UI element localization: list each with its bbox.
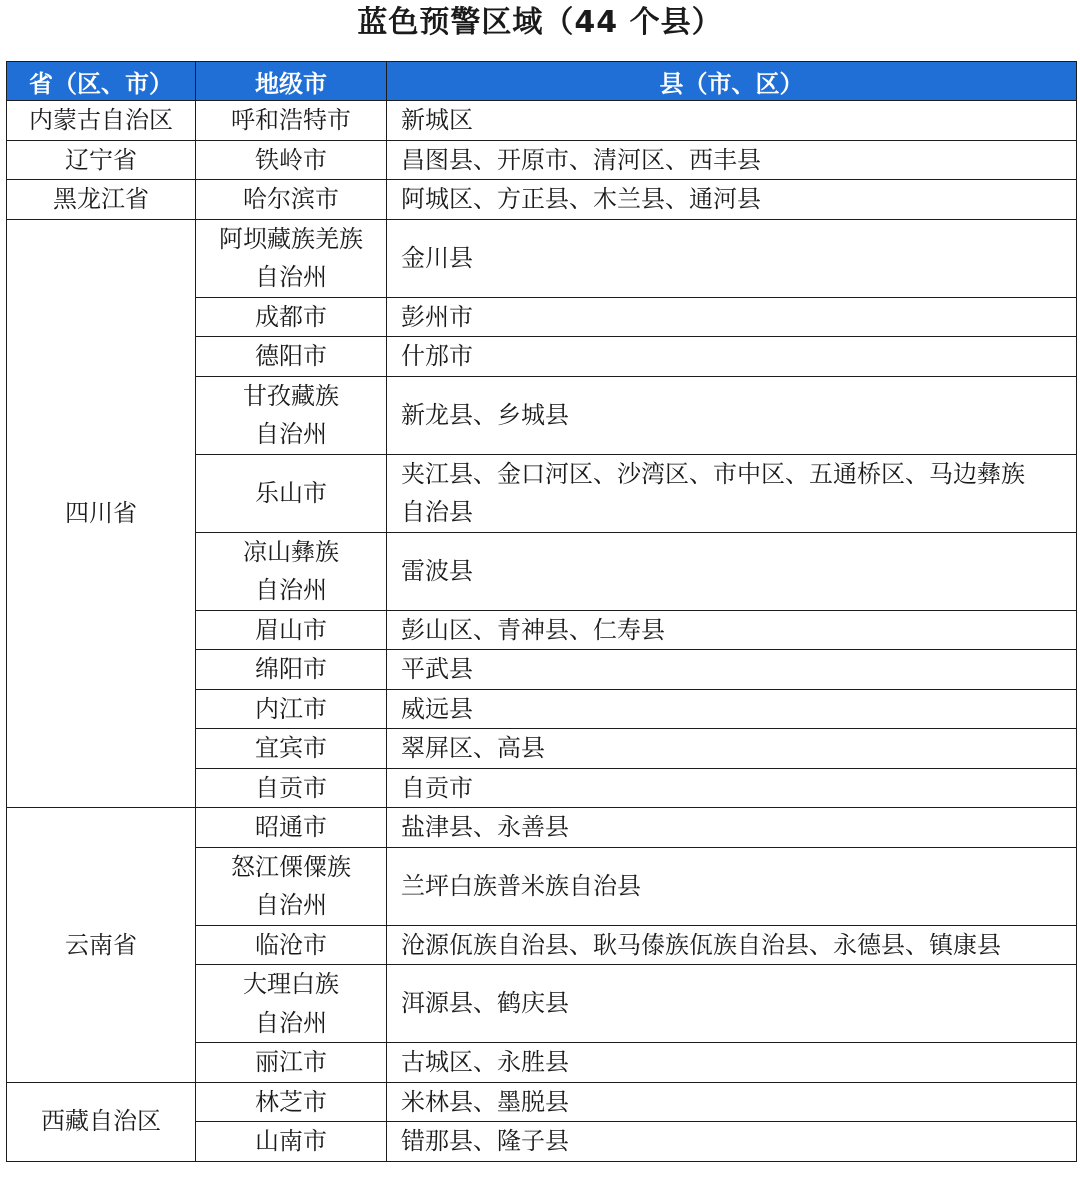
city-name-line: 昭通市 [255, 813, 327, 841]
city-name-line: 凉山彝族 [243, 537, 339, 566]
city-name-line: 怒江傈僳族 [231, 852, 351, 881]
city-cell [196, 768, 387, 808]
city-name-line: 大理白族 [243, 970, 339, 998]
county-cell: 金川县 [387, 219, 1077, 297]
province-cell: 云南省 [7, 808, 196, 1083]
county-cell: 彭州市 [387, 297, 1077, 337]
county-cell: 新龙县、乡城县 [387, 376, 1077, 454]
city-cell [196, 925, 387, 965]
city-name-line: 成都市 [255, 302, 327, 331]
city-cell [196, 101, 387, 141]
city-name-line: 呼和浩特市 [231, 106, 351, 134]
county-cell: 兰坪白族普米族自治县 [387, 847, 1077, 925]
city-cell [196, 965, 387, 1043]
city-name-line: 自治州 [255, 1008, 327, 1037]
city-cell [196, 337, 387, 377]
city-name-line: 自治州 [255, 420, 327, 448]
county-cell: 什邡市 [387, 337, 1077, 377]
city-cell [196, 1043, 387, 1083]
city-cell [196, 729, 387, 769]
county-cell: 米林县、墨脱县 [387, 1082, 1077, 1122]
header-city: 地级市 [196, 62, 387, 101]
city-name-line: 宜宾市 [255, 734, 327, 762]
county-cell: 盐津县、永善县 [387, 808, 1077, 848]
county-cell: 新城区 [387, 101, 1077, 141]
warning-table [6, 61, 1077, 1162]
table-row [7, 219, 1077, 297]
city-cell [196, 1122, 387, 1162]
city-name-line: 林芝市 [255, 1087, 327, 1116]
city-name-line: 哈尔滨市 [243, 185, 339, 213]
county-cell: 雷波县 [387, 532, 1077, 610]
city-cell [196, 180, 387, 220]
city-name-line: 自治州 [255, 576, 327, 604]
province-cell: 西藏自治区 [7, 1082, 196, 1161]
city-name-line: 自治州 [255, 263, 327, 291]
province-cell: 黑龙江省 [7, 180, 196, 220]
city-name-line: 绵阳市 [255, 655, 327, 683]
province-cell: 四川省 [7, 219, 196, 808]
county-cell: 洱源县、鹤庆县 [387, 965, 1077, 1043]
table-body [7, 101, 1077, 1162]
table-row [7, 808, 1077, 848]
county-cell: 威远县 [387, 689, 1077, 729]
province-cell: 辽宁省 [7, 140, 196, 180]
province-cell: 内蒙古自治区 [7, 101, 196, 141]
county-cell: 翠屏区、高县 [387, 729, 1077, 769]
city-name-line: 临沧市 [255, 930, 327, 959]
city-cell [196, 219, 387, 297]
city-name-line: 自贡市 [255, 773, 327, 802]
county-cell: 错那县、隆子县 [387, 1122, 1077, 1162]
city-name-line: 甘孜藏族 [243, 381, 339, 410]
city-cell [196, 1082, 387, 1122]
city-cell [196, 140, 387, 180]
county-cell: 沧源佤族自治县、耿马傣族佤族自治县、永德县、镇康县 [387, 925, 1077, 965]
county-cell: 彭山区、青神县、仁寿县 [387, 610, 1077, 650]
county-cell: 昌图县、开原市、清河区、西丰县 [387, 140, 1077, 180]
city-name-line: 丽江市 [255, 1048, 327, 1076]
city-cell [196, 650, 387, 690]
city-name-line: 内江市 [255, 694, 327, 723]
county-line: 夹江县、金口河区、沙湾区、市中区、五通桥区、马边彝族 [401, 459, 1025, 488]
city-name-line: 铁岭市 [255, 145, 327, 174]
county-cell: 古城区、永胜县 [387, 1043, 1077, 1083]
county-cell: 阿城区、方正县、木兰县、通河县 [387, 180, 1077, 220]
city-cell [196, 297, 387, 337]
table-header-row [7, 62, 1077, 101]
city-name-line: 眉山市 [255, 615, 327, 644]
city-name-line: 自治州 [255, 891, 327, 919]
county-line: 自治县 [401, 498, 473, 526]
city-name-line: 乐山市 [255, 478, 327, 507]
city-cell [196, 610, 387, 650]
city-cell [196, 454, 387, 532]
city-cell [196, 847, 387, 925]
city-name-line: 德阳市 [255, 342, 327, 370]
county-cell: 自贡市 [387, 768, 1077, 808]
table-row [7, 180, 1077, 220]
page-title: 蓝色预警区域（44 个县） [357, 5, 723, 40]
header-province: 省（区、市） [7, 62, 196, 101]
county-cell: 平武县 [387, 650, 1077, 690]
table-row [7, 1082, 1077, 1122]
city-cell [196, 376, 387, 454]
city-name-line: 山南市 [255, 1127, 327, 1155]
city-cell [196, 532, 387, 610]
county-cell [387, 454, 1077, 532]
city-name-line: 阿坝藏族羌族 [219, 224, 363, 253]
table-row [7, 101, 1077, 141]
city-cell [196, 689, 387, 729]
header-county: 县（市、区） [387, 62, 1077, 101]
table-row [7, 140, 1077, 180]
city-cell [196, 808, 387, 848]
